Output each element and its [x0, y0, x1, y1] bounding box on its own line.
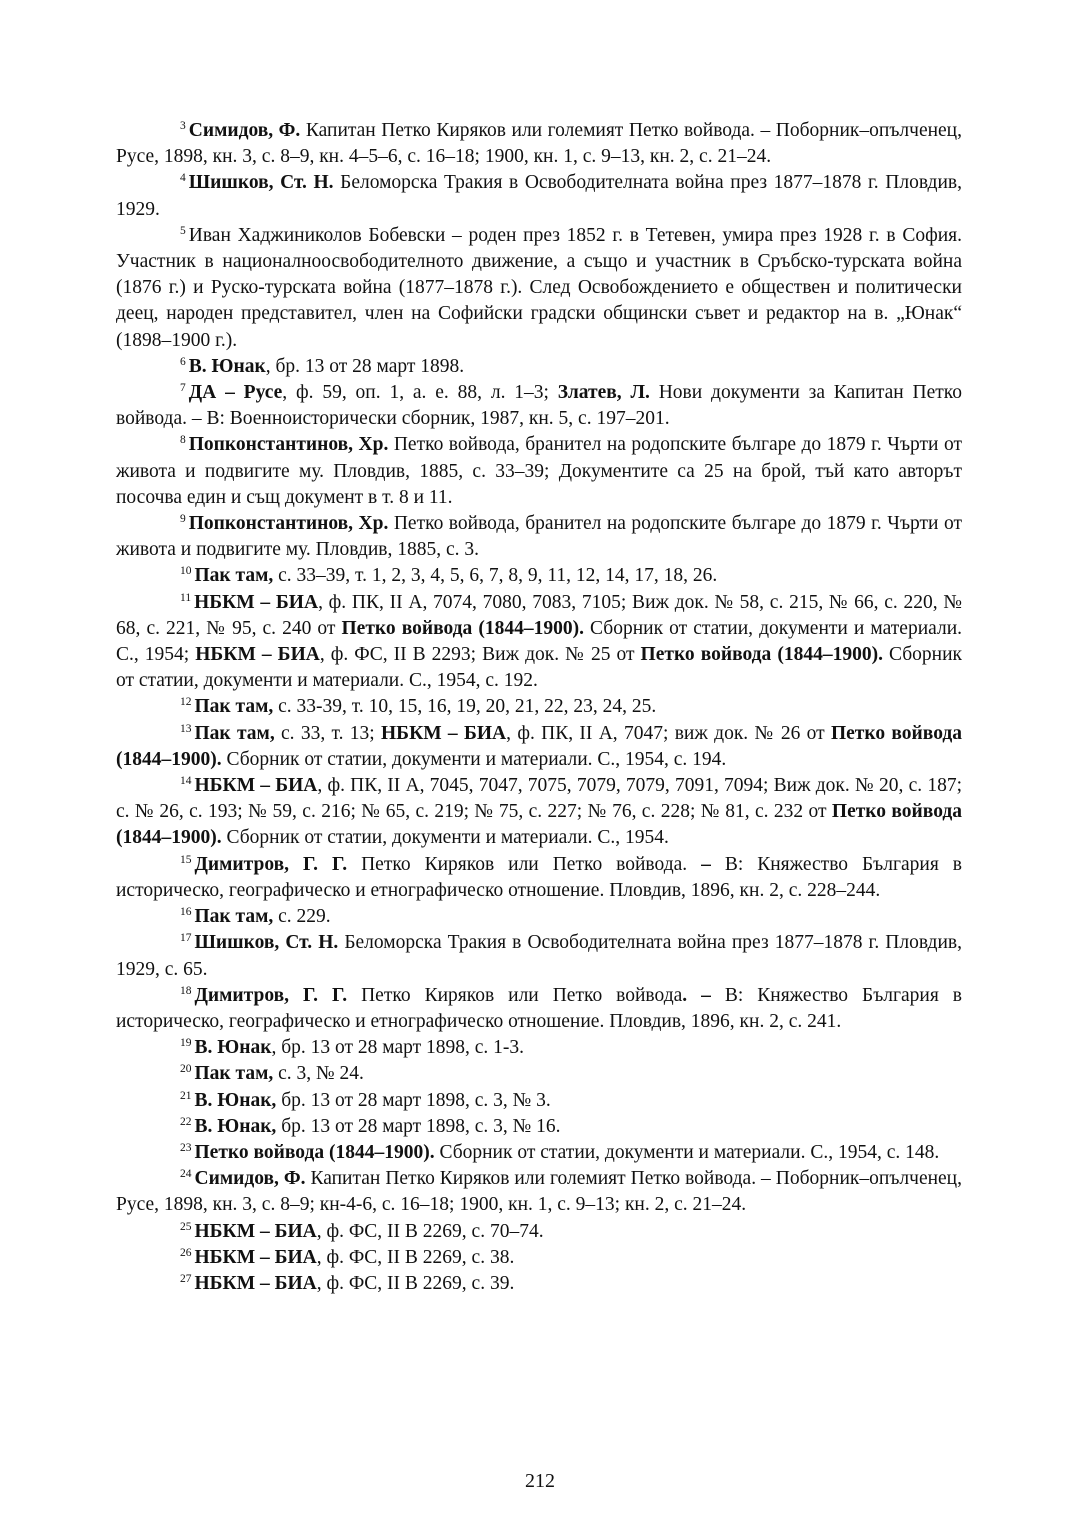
footnote-source-bold: НБКМ – БИА	[195, 644, 320, 666]
footnote-7	[116, 380, 962, 432]
footnote-number: 15	[180, 853, 192, 866]
footnote-text: Капитан Петко Киряков или големият Петко войвода. – Поборник–опълченец, Русе, 1898, кн. 3, с. 8–9; кн-4-6, с. 16–18; 1900, кн. 1, с. 9–13; кн. 2, с. 21–24.	[116, 1168, 962, 1216]
footnote-source-bold: Пак там,	[194, 565, 274, 587]
footnote-number: 6	[180, 355, 186, 368]
footnote-source-bold: Пак там,	[194, 1063, 274, 1085]
footnote-text: Сборник от статии, документи и материали. С., 1954, с. 192.	[116, 644, 963, 692]
footnote-12	[116, 694, 962, 720]
footnote-text: , бр. 13 от 28 март 1898, с. 1-3.	[271, 1037, 525, 1059]
footnote-number: 21	[180, 1089, 192, 1102]
footnote-number: 23	[180, 1141, 192, 1154]
footnote-text: с. 33–39, т. 1, 2, 3, 4, 5, 6, 7, 8, 9, 11, 12, 14, 17, 18, 26.	[273, 565, 718, 587]
footnote-source-bold: НБКМ – БИА	[194, 1246, 317, 1268]
footnote-number: 11	[180, 591, 192, 604]
footnote-text: с. 3, № 24.	[273, 1063, 364, 1085]
page-number: 212	[525, 1470, 555, 1492]
footnote-text: с. 33-39, т. 10, 15, 16, 19, 20, 21, 22, 23, 24, 25.	[273, 696, 657, 718]
footnote-source-bold: –	[701, 853, 711, 875]
footnote-source-bold: Пак там,	[194, 696, 274, 718]
footnote-source-bold: ДА – Русе	[188, 382, 283, 404]
footnote-source-bold: Димитров, Г. Г.	[194, 984, 348, 1006]
footnote-number: 3	[180, 120, 186, 132]
footnote-text: , ф. ФС, II В 2269, с. 39.	[316, 1272, 515, 1294]
footnote-text: Иван Хаджиниколов Бобевски – роден през 1852 г. в Тетевен, умира през 1928 г. в София. Участник в националноосвободителното движение, а също и участник в Сръбско-турската война (1876 г.) и Руско-турската война (1877–1878 г.). След Освобождението е обществен и политически деец, народен представител, член на Софийски градски общински съвет и редактор на в. „Юнак“ (1898–1900 г.).	[116, 224, 962, 351]
footnote-source-bold: Петко войвода (1844–1900).	[341, 617, 584, 639]
footnote-5	[116, 223, 962, 354]
footnote-8	[116, 432, 962, 511]
footnote-text: Нови документи за Капитан Петко войвода. – В: Военноисторически сборник, 1987, кн. 5, с. 197–201.	[116, 382, 963, 430]
footnote-text: Петко Киряков или Петко войвода.	[347, 853, 702, 875]
footnote-number: 27	[180, 1272, 192, 1285]
footnote-4	[116, 170, 962, 222]
footnote-text: В: Княжество България в историческо, географическо и етнографическо отношение. Пловдив, 1896, кн. 2, с. 241.	[116, 984, 963, 1032]
footnote-source-bold: НБКМ – БИА	[194, 591, 319, 613]
footnote-14	[116, 773, 962, 852]
footnote-number: 18	[180, 984, 192, 997]
footnote-source-bold: НБКМ – БИА	[381, 722, 507, 744]
footnote-text: , бр. 13 от 28 март 1898.	[265, 355, 465, 377]
footnote-number: 20	[180, 1063, 192, 1076]
footnote-text: Петко войвода, бранител на родопските българе до 1879 г. Чърти от живота и подвигите му. Пловдив, 1885, с. 33–39; Документите са 25 на брой, тъй като авторът посочва един и същ документ в т. 8 и 11.	[116, 434, 962, 508]
footnote-3	[116, 118, 962, 170]
footnote-source-bold: . –	[682, 984, 711, 1006]
footnote-source-bold: Симидов, Ф.	[194, 1168, 306, 1190]
footnote-text: Петко Киряков или Петко войвода	[347, 984, 683, 1006]
footnote-11	[116, 590, 962, 695]
footnote-19	[116, 1035, 962, 1061]
footnote-9	[116, 511, 962, 563]
footnote-number: 8	[180, 434, 186, 447]
footnote-text: Сборник от статии, документи и материали. С., 1954, с. 194.	[221, 748, 727, 770]
footnotes-section	[116, 118, 962, 1297]
footnote-source-bold: Димитров, Г. Г.	[194, 853, 348, 875]
footnote-source-bold: НБКМ – БИА	[194, 1272, 317, 1294]
footnote-18	[116, 983, 962, 1035]
footnote-22	[116, 1114, 962, 1140]
footnote-number: 5	[180, 224, 186, 237]
footnote-text: Сборник от статии, документи и материали. С., 1954.	[221, 827, 669, 849]
footnote-number: 16	[180, 906, 192, 919]
footnote-source-bold: Петко войвода (1844–1900).	[116, 801, 962, 849]
footnote-text: бр. 13 от 28 март 1898, с. 3, № 3.	[276, 1089, 551, 1111]
footnote-text: В: Княжество България в историческо, географическо и етнографическо отношение. Пловдив, 1896, кн. 2, с. 228–244.	[116, 853, 962, 901]
footnote-text: , ф. ФС, II В 2269, с. 70–74.	[316, 1220, 544, 1242]
footnote-source-bold: Петко войвода (1844–1900).	[640, 644, 883, 666]
footnote-10	[116, 563, 962, 589]
footnote-source-bold: НБКМ – БИА	[194, 1220, 317, 1242]
footnote-source-bold: НБКМ – БИА	[194, 775, 318, 797]
footnote-13	[116, 721, 962, 773]
footnote-number: 26	[180, 1246, 192, 1259]
footnote-text: , ф. ПК, II А, 7047; виж док. № 26 от	[506, 722, 831, 744]
footnote-source-bold: В. Юнак,	[194, 1115, 277, 1137]
footnote-21	[116, 1088, 962, 1114]
footnote-text: Капитан Петко Киряков или големият Петко войвода. – Поборник–опълченец, Русе, 1898, кн. 3, с. 8–9, кн. 4–5–6, с. 16–18; 1900, кн. 1, с. 9–13, кн. 2, с. 21–24.	[116, 120, 962, 168]
footnote-text: с. 33, т. 13;	[274, 722, 382, 744]
footnote-text: бр. 13 от 28 март 1898, с. 3, № 16.	[276, 1115, 561, 1137]
footnote-text: , ф. 59, оп. 1, а. е. 88, л. 1–3;	[282, 382, 558, 404]
footnote-text: , ф. ФС, II В 2293; Виж док. № 25 от	[319, 644, 641, 666]
footnote-source-bold: Петко войвода (1844–1900).	[194, 1141, 435, 1163]
footnote-source-bold: Пак там,	[194, 722, 275, 744]
footnote-text: Беломорска Тракия в Освободителната война през 1877–1878 г. Пловдив, 1929, с. 65.	[116, 932, 962, 980]
footnote-number: 12	[180, 696, 192, 709]
footnote-15	[116, 852, 962, 904]
footnote-number: 4	[180, 172, 186, 185]
footnote-source-bold: Шишков, Ст. Н.	[188, 172, 334, 194]
footnote-text: Сборник от статии, документи и материали. С., 1954, с. 148.	[434, 1141, 940, 1163]
footnote-source-bold: Попконстантинов, Хр.	[188, 513, 389, 535]
footnote-24	[116, 1166, 962, 1218]
footnote-source-bold: Златев, Л.	[557, 382, 650, 404]
footnote-number: 24	[180, 1168, 192, 1181]
footnote-source-bold: В. Юнак,	[194, 1089, 277, 1111]
footnote-text: Беломорска Тракия в Освободителната война през 1877–1878 г. Пловдив, 1929.	[116, 172, 962, 220]
footnote-source-bold: Пак там,	[194, 906, 274, 928]
footnote-text: , ф. ПК, II А, 7045, 7047, 7075, 7079, 7079, 7091, 7094; Виж док. № 20, с. 187; с. № 26, с. 193; № 59, с. 216; № 65, с. 219; № 75, с. 227; № 76, с. 228; № 81, с. 232 от	[116, 775, 963, 823]
footnote-source-bold: Шишков, Ст. Н.	[194, 932, 339, 954]
footnote-source-bold: Симидов, Ф.	[188, 120, 301, 141]
footnote-number: 19	[180, 1037, 192, 1050]
footnote-number: 14	[180, 775, 192, 788]
footnote-26	[116, 1245, 962, 1271]
footnote-number: 10	[180, 565, 192, 578]
footnote-source-bold: Петко войвода (1844–1900).	[116, 722, 962, 770]
footnote-source-bold: Попконстантинов, Хр.	[188, 434, 389, 456]
footnote-6	[116, 354, 962, 380]
footnote-16	[116, 904, 962, 930]
footnote-source-bold: В. Юнак	[194, 1037, 272, 1059]
footnote-23	[116, 1140, 962, 1166]
footnote-text: с. 229.	[273, 906, 331, 928]
footnote-number: 9	[180, 513, 186, 526]
footnote-text: Сборник от статии, документи и материали. С., 1954;	[116, 617, 963, 666]
footnote-text: Петко войвода, бранител на родопските българе до 1879 г. Чърти от живота и подвигите му. Пловдив, 1885, с. 3.	[116, 513, 962, 561]
footnote-text: , ф. ФС, II В 2269, с. 38.	[316, 1246, 515, 1268]
footnote-source-bold: В. Юнак	[188, 355, 266, 377]
footnote-number: 17	[180, 932, 192, 945]
footnote-25	[116, 1219, 962, 1245]
footnote-number: 22	[180, 1115, 192, 1128]
footnote-number: 25	[180, 1220, 192, 1233]
footnote-number: 13	[180, 722, 192, 735]
footnote-text: , ф. ПК, II А, 7074, 7080, 7083, 7105; Виж док. № 58, с. 215, № 66, с. 220, № 68, с. 221, № 95, с. 240 от	[116, 591, 962, 639]
footnote-27	[116, 1271, 962, 1297]
footnote-20	[116, 1061, 962, 1087]
footnote-17	[116, 930, 962, 982]
footnote-number: 7	[180, 382, 186, 395]
